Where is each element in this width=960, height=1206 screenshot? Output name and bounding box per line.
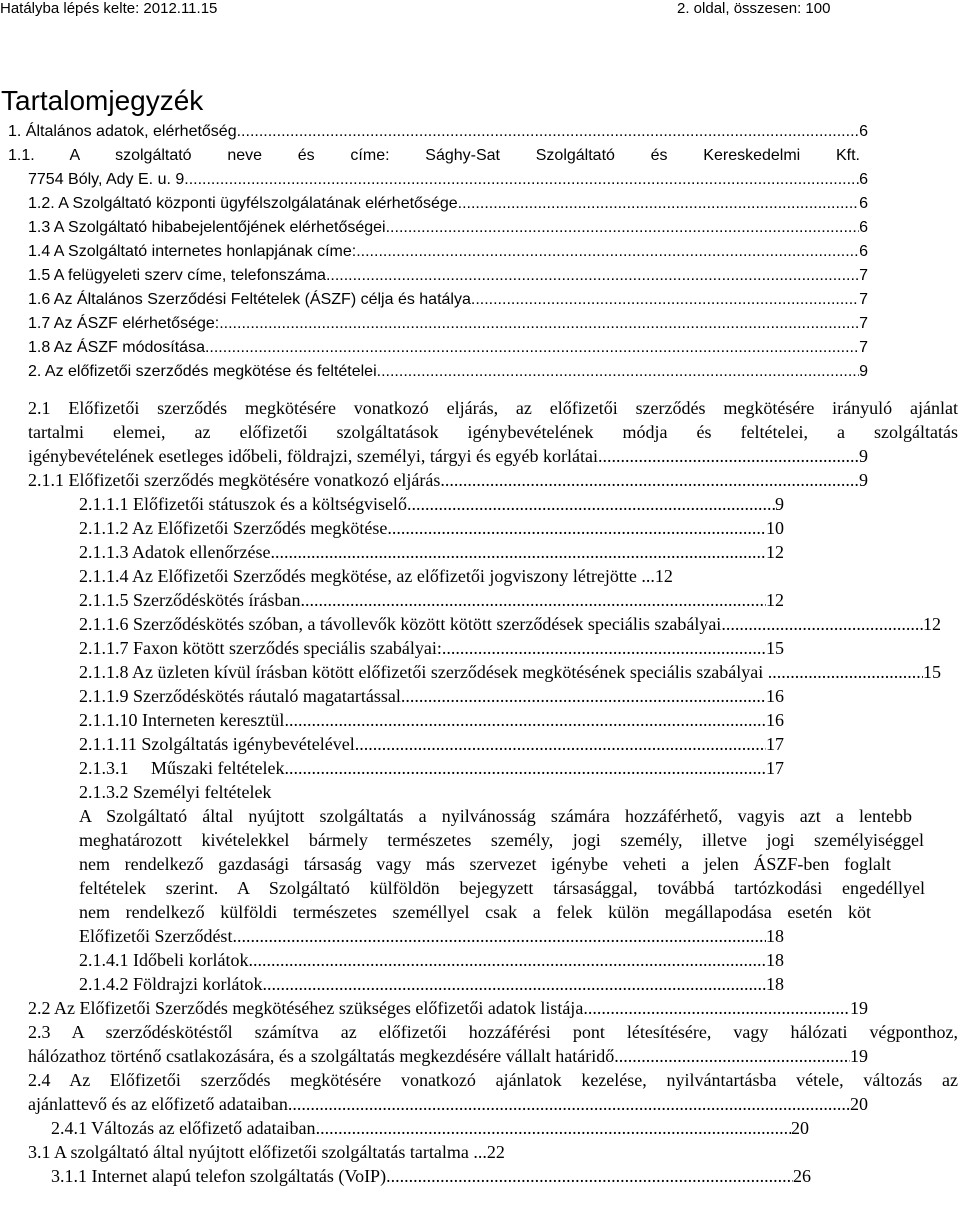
toc-entry[interactable]: 2.1.1.2 Az Előfizetői Szerződés megkötése ..... 10 (79, 516, 784, 540)
toc-entry[interactable]: 2.1.4.2 Földrajzi korlátok ..... 18 (79, 972, 784, 996)
header-date: Hatályba lépés kelte: 2012.11.15 (0, 0, 218, 17)
toc-entry[interactable]: meghatározott kivételekkel bármely természetes személy, jogi személy, illetve jogi személyiséggel (79, 830, 924, 850)
toc-entry[interactable]: 7754 Bóly, Ady E. u. 9. ..... 6 (28, 168, 868, 192)
toc-entry[interactable]: ajánlattevő és az előfizető adataiban ..... 20 (28, 1092, 868, 1116)
toc-entry[interactable]: 2.1.1.1 Előfizetői státuszok és a költségviselő ..... 9 (79, 492, 784, 516)
toc-entry[interactable]: 2.1.1.10 Interneten keresztül ..... 16 (79, 708, 784, 732)
toc-entry[interactable]: 2.1.1.3 Adatok ellenőrzése ..... 12 (79, 540, 784, 564)
toc-entry[interactable]: 2.1.1.6 Szerződéskötés szóban, a távollevők között kötött szerződések speciális szabályai ..... 12 (79, 612, 941, 636)
header-page-count: 2. oldal, összesen: 100 (677, 0, 831, 17)
toc-entry[interactable]: 1.5 A felügyeleti szerv címe, telefonszáma ..... 7 (28, 264, 868, 288)
toc-entry[interactable]: feltételek szerint. A Szolgáltató külföldön bejegyzett társasággal, továbbá tartózkodási engedéllyel (79, 878, 925, 898)
toc-entry[interactable]: 3.1.1 Internet alapú telefon szolgáltatás (VoIP) ..... 26 (51, 1164, 811, 1188)
toc-entry[interactable]: 2.1 Előfizetői szerződés megkötésére vonatkozó eljárás, az előfizetői szerződés megkötésére irányuló ajánlat (28, 398, 958, 418)
toc-entry[interactable]: 1.1. A szolgáltató neve és címe: Sághy-Sat Szolgáltató és Kereskedelmi Kft. (8, 147, 860, 164)
toc-entry[interactable]: 1.8 Az ÁSZF módosítása ..... 7 (28, 336, 868, 360)
toc-entry[interactable]: 1.6 Az Általános Szerződési Feltételek (ÁSZF) célja és hatálya ..... 7 (28, 288, 868, 312)
toc-entry[interactable]: 2.1.1.5 Szerződéskötés írásban ..... 12 (79, 588, 784, 612)
toc-entry[interactable]: 2.3 A szerződéskötéstől számítva az előfizetői hozzáférési pont létesítésére, vagy hálózati végponthoz, (28, 1022, 958, 1042)
toc-entry[interactable]: nem rendelkező külföldi természetes személlyel csak a felek külön megállapodása esetén köt (79, 902, 871, 922)
toc-entry[interactable]: 1.2. A Szolgáltató központi ügyfélszolgálatának elérhetősége ..... 6 (28, 192, 868, 216)
toc-entry[interactable]: 1.4 A Szolgáltató internetes honlapjának címe: ..... 6 (28, 240, 868, 264)
toc-entry[interactable]: 2.1.3.2 Személyi feltételek (79, 782, 272, 802)
toc-entry[interactable]: A Szolgáltató által nyújtott szolgáltatás a nyilvánosság számára hozzáférhető, vagyis azt a lentebb (79, 806, 912, 826)
toc-entry[interactable]: 1. Általános adatok, elérhetőség ..... 6 (8, 120, 868, 144)
toc-entry[interactable]: hálózathoz történő csatlakozására, és a szolgáltatás megkezdésére vállalt határidő ..... 19 (28, 1044, 868, 1068)
toc-entry[interactable]: 2.1.1.4 Az Előfizetői Szerződés megkötése, az előfizetői jogviszony létrejötte ... 12 (79, 566, 673, 586)
toc-entry[interactable]: 2.1.1.11 Szolgáltatás igénybevételével ..... 17 (79, 732, 784, 756)
toc-entry[interactable]: 3.1 A szolgáltató által nyújtott előfizetői szolgáltatás tartalma ... 22 (28, 1142, 505, 1162)
toc-entry[interactable]: 1.3 A Szolgáltató hibabejelentőjének elérhetőségei ..... 6 (28, 216, 868, 240)
toc-entry[interactable]: 2.2 Az Előfizetői Szerződés megkötéséhez szükséges előfizetői adatok listája ..... 19 (28, 996, 868, 1020)
toc-entry[interactable]: 2.1.3.1 Műszaki feltételek ..... 17 (79, 756, 784, 780)
toc-entry[interactable]: nem rendelkező gazdasági társaság vagy más szervezet igénybe veheti a jelen ÁSZF-ben foglalt (79, 854, 891, 874)
toc-entry[interactable]: 2.1.4.1 Időbeli korlátok ..... 18 (79, 948, 784, 972)
toc-entry[interactable]: Előfizetői Szerződést ..... 18 (79, 924, 784, 948)
page-title: Tartalomjegyzék (1, 85, 204, 116)
toc-entry[interactable]: 1.7 Az ÁSZF elérhetősége: ..... 7 (28, 312, 868, 336)
toc-entry[interactable]: 2.4 Az Előfizetői szerződés megkötésére vonatkozó ajánlatok kezelése, nyilvántartásba vétele, változás az (28, 1070, 958, 1090)
toc-entry[interactable]: igénybevételének esetleges időbeli, földrajzi, személyi, tárgyi és egyéb korlátai ..... 9 (28, 444, 868, 468)
toc-entry[interactable]: 2. Az előfizetői szerződés megkötése és feltételei ..... 9 (28, 360, 868, 384)
toc-entry[interactable]: 2.1.1 Előfizetői szerződés megkötésére vonatkozó eljárás ..... 9 (28, 468, 868, 492)
toc-entry[interactable]: 2.1.1.7 Faxon kötött szerződés speciális szabályai: ..... 15 (79, 636, 784, 660)
toc-entry[interactable]: 2.1.1.8 Az üzleten kívül írásban kötött előfizetői szerződések megkötésének speciális szabályai . ..... 15 (79, 660, 941, 684)
toc-entry[interactable]: 2.1.1.9 Szerződéskötés ráutaló magatartással ..... 16 (79, 684, 784, 708)
toc-entry[interactable]: 2.4.1 Változás az előfizető adataiban ..... 20 (51, 1116, 809, 1140)
toc-entry[interactable]: tartalmi elemei, az előfizetői szolgáltatások igénybevételének módja és feltételei, a szolgáltatás (28, 422, 958, 442)
